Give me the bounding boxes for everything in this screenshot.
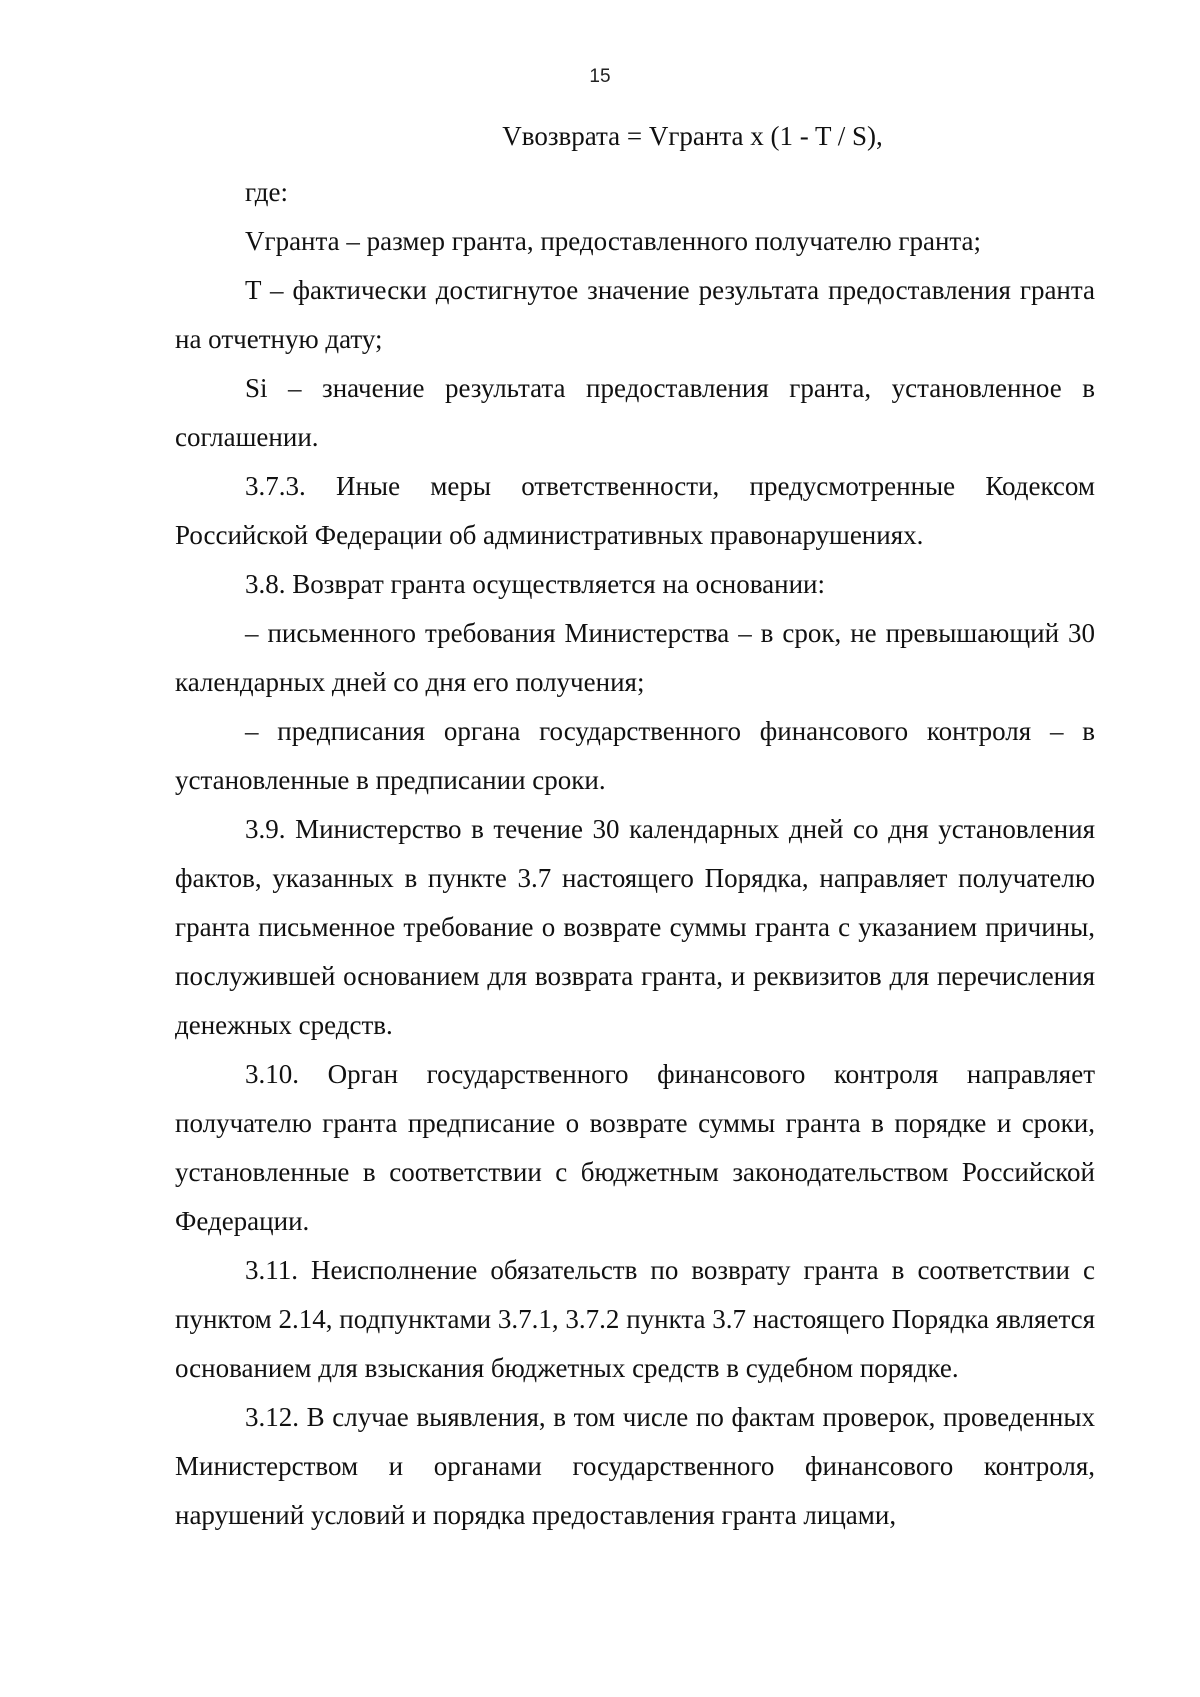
paragraph-where: где: — [245, 177, 288, 207]
paragraph-3-8: 3.8. Возврат гранта осуществляется на основании: — [245, 569, 825, 599]
paragraph-3-8-item-2: – предписания органа государственного финансового контроля – в установленные в предписании сроки. — [175, 716, 1095, 795]
document-body — [175, 112, 1095, 1540]
paragraph-3-7-3: 3.7.3. Иные меры ответственности, предусмотренные Кодексом Российской Федерации об административных правонарушениях. — [175, 471, 1095, 550]
page-number: 15 — [589, 66, 611, 87]
paragraph-si-value: Si – значение результата предоставления гранта, установленное в соглашении. — [175, 373, 1095, 452]
paragraph-3-10: 3.10. Орган государственного финансового контроля направляет получателю гранта предписание о возврате суммы гранта в порядке и сроки, установленные в соответствии с бюджетным законодательством Российской Федерации. — [175, 1059, 1095, 1236]
paragraph-3-12: 3.12. В случае выявления, в том числе по фактам проверок, проведенных Министерством и органами государственного финансового контроля, нарушений условий и порядка предоставления гранта лицами, — [175, 1402, 1095, 1530]
paragraph-3-8-item-1: – письменного требования Министерства – в срок, не превышающий 30 календарных дней со дня его получения; — [175, 618, 1095, 697]
paragraph-3-11: 3.11. Неисполнение обязательств по возврату гранта в соответствии с пунктом 2.14, подпунктами 3.7.1, 3.7.2 пункта 3.7 настоящего Порядка является основанием для взыскания бюджетных средств в судебном порядке. — [175, 1255, 1095, 1383]
formula: Vвозврата = Vгранта x (1 - T / S), — [502, 121, 883, 151]
paragraph-t-value: T – фактически достигнутое значение результата предоставления гранта на отчетную дату; — [175, 275, 1095, 354]
paragraph-v-grant: Vгранта – размер гранта, предоставленного получателю гранта; — [245, 226, 982, 256]
paragraph-3-9: 3.9. Министерство в течение 30 календарных дней со дня установления фактов, указанных в пункте 3.7 настоящего Порядка, направляет получателю гранта письменное требование о возврате суммы гранта с указанием причины, послужившей основанием для возврата гранта, и реквизитов для перечисления денежных средств. — [175, 814, 1095, 1040]
